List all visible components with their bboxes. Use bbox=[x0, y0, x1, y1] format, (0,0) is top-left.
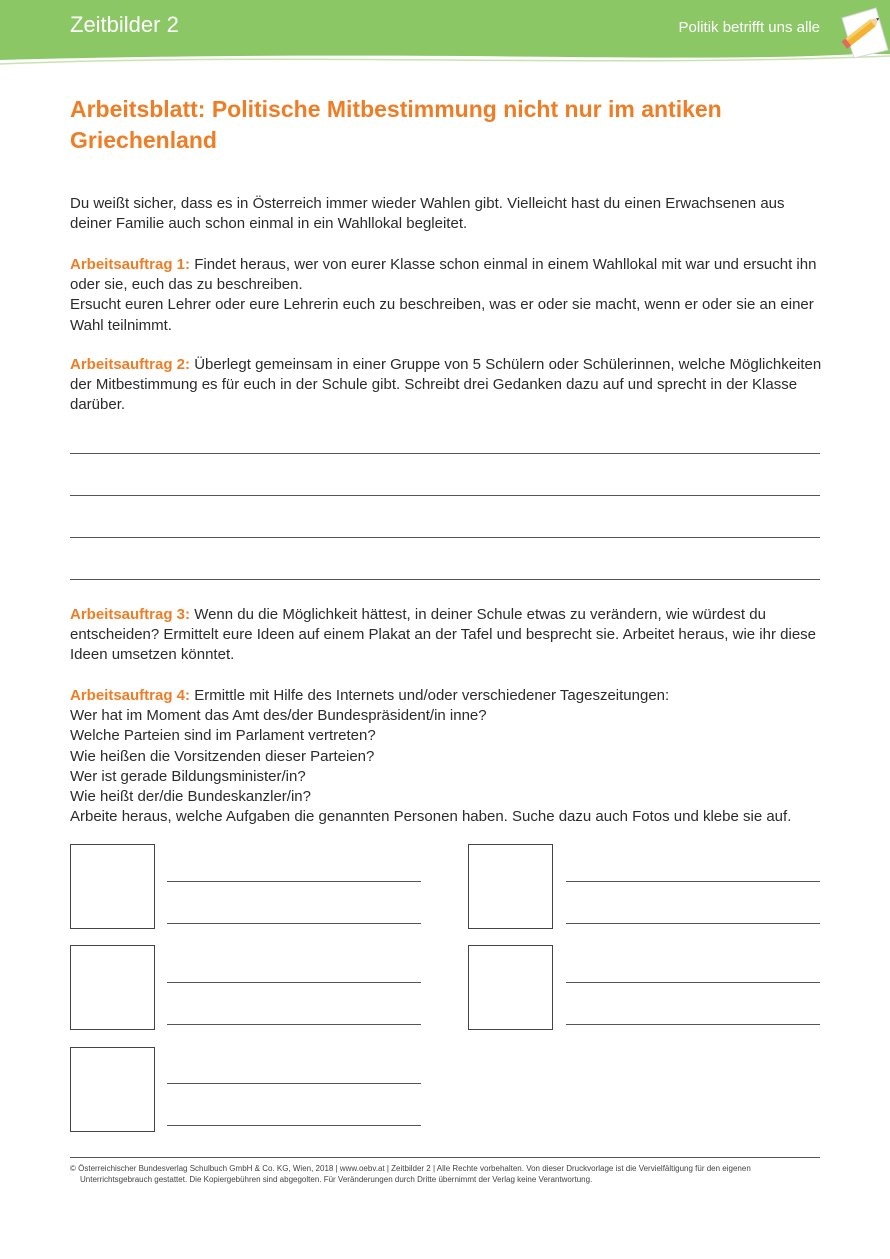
task-4-line-1: Ermittle mit Hilfe des Internets und/oder verschiedener Tageszeitungen: bbox=[194, 687, 670, 704]
answer-line[interactable] bbox=[70, 579, 820, 580]
header-wave bbox=[0, 42, 890, 72]
footer-line-2: Unterrichtsgebrauch gestattet. Die Kopiergebühren sind abgegolten. Für Veränderungen durch Dritte übernimmt der Verlag keine Verantwortung. bbox=[80, 1175, 593, 1184]
photo-box[interactable] bbox=[468, 945, 553, 1030]
task-3 bbox=[70, 605, 822, 666]
footer-divider bbox=[70, 1157, 820, 1158]
answer-line[interactable] bbox=[566, 1024, 820, 1025]
answer-line[interactable] bbox=[167, 881, 421, 882]
task-1-line-1: Findet heraus, wer von eurer Klasse schon einmal in einem Wahllokal mit war und ersucht ihn oder sie, euch das zu beschreiben. bbox=[70, 256, 817, 294]
task-4-line-6: Wie heißt der/die Bundeskanzler/in? bbox=[70, 788, 311, 806]
worksheet-title: Arbeitsblatt: Politische Mitbestimmung nicht nur im antiken Griechenland bbox=[70, 96, 722, 153]
task-2-label: Arbeitsauftrag 2: bbox=[70, 356, 191, 373]
task-3-label: Arbeitsauftrag 3: bbox=[70, 606, 191, 623]
photo-box[interactable] bbox=[70, 945, 155, 1030]
task-4-line-5: Wer ist gerade Bildungsminister/in? bbox=[70, 767, 306, 785]
answer-line[interactable] bbox=[70, 495, 820, 496]
photo-box[interactable] bbox=[70, 1047, 155, 1132]
task-2 bbox=[70, 355, 822, 416]
answer-line[interactable] bbox=[566, 881, 820, 882]
answer-line[interactable] bbox=[167, 1083, 421, 1084]
answer-line[interactable] bbox=[167, 982, 421, 983]
task-1 bbox=[70, 255, 822, 336]
task-4-line-3: Welche Parteien sind im Parlament vertreten? bbox=[70, 727, 376, 745]
answer-line[interactable] bbox=[167, 1125, 421, 1126]
answer-line[interactable] bbox=[70, 453, 820, 454]
section-title: Politik betrifft uns alle bbox=[678, 19, 820, 36]
answer-line[interactable] bbox=[566, 982, 820, 983]
task-1-label: Arbeitsauftrag 1: bbox=[70, 256, 191, 273]
task-3-line-1: Wenn du die Möglichkeit hättest, in deiner Schule etwas zu verändern, wie würdest du entscheiden? Ermittelt eure Ideen auf einem Plakat an der Tafel und besprecht sie. Arbeitet heraus, wie ihr diese Ideen umsetzen könntet. bbox=[70, 606, 817, 664]
brand-title: Zeitbilder 2 bbox=[70, 12, 179, 37]
task-4-label: Arbeitsauftrag 4: bbox=[70, 687, 191, 704]
photo-box[interactable] bbox=[70, 844, 155, 929]
answer-line[interactable] bbox=[566, 923, 820, 924]
task-4-line-7: Arbeite heraus, welche Aufgaben die genannten Personen haben. Suche dazu auch Fotos und klebe sie auf. bbox=[70, 808, 792, 826]
footer-copyright bbox=[70, 1163, 820, 1185]
answer-line[interactable] bbox=[70, 537, 820, 538]
task-4-line-2: Wer hat im Moment das Amt des/der Bundespräsident/in inne? bbox=[70, 707, 487, 725]
task-4 bbox=[70, 686, 822, 827]
task-1-line-2: Ersucht euren Lehrer oder eure Lehrerin euch zu beschreiben, was er oder sie macht, wenn er oder sie an einer Wahl teilnimmt. bbox=[70, 296, 814, 334]
task-4-line-4: Wie heißen die Vorsitzenden dieser Parteien? bbox=[70, 747, 375, 765]
answer-line[interactable] bbox=[167, 1024, 421, 1025]
footer-line-1: © Österreichischer Bundesverlag Schulbuch GmbH & Co. KG, Wien, 2018 | www.oebv.at | Zeitbilder 2 | Alle Rechte vorbehalten. Von dieser Druckvorlage ist die Vervielfältigung für den eigenen bbox=[70, 1164, 751, 1173]
answer-line[interactable] bbox=[167, 923, 421, 924]
photo-box[interactable] bbox=[468, 844, 553, 929]
task-2-line-1: Überlegt gemeinsam in einer Gruppe von 5 Schülern oder Schülerinnen, welche Möglichkeiten der Mitbestimmung es für euch in der Schule gibt. Schreibt drei Gedanken dazu auf und sprecht in der Klasse darüber. bbox=[70, 356, 822, 414]
intro-paragraph: Du weißt sicher, dass es in Österreich immer wieder Wahlen gibt. Vielleicht hast du einen Erwachsenen aus deiner Familie auch schon einmal in ein Wahllokal begleitet. bbox=[70, 195, 785, 233]
pencil-icon bbox=[832, 0, 890, 60]
